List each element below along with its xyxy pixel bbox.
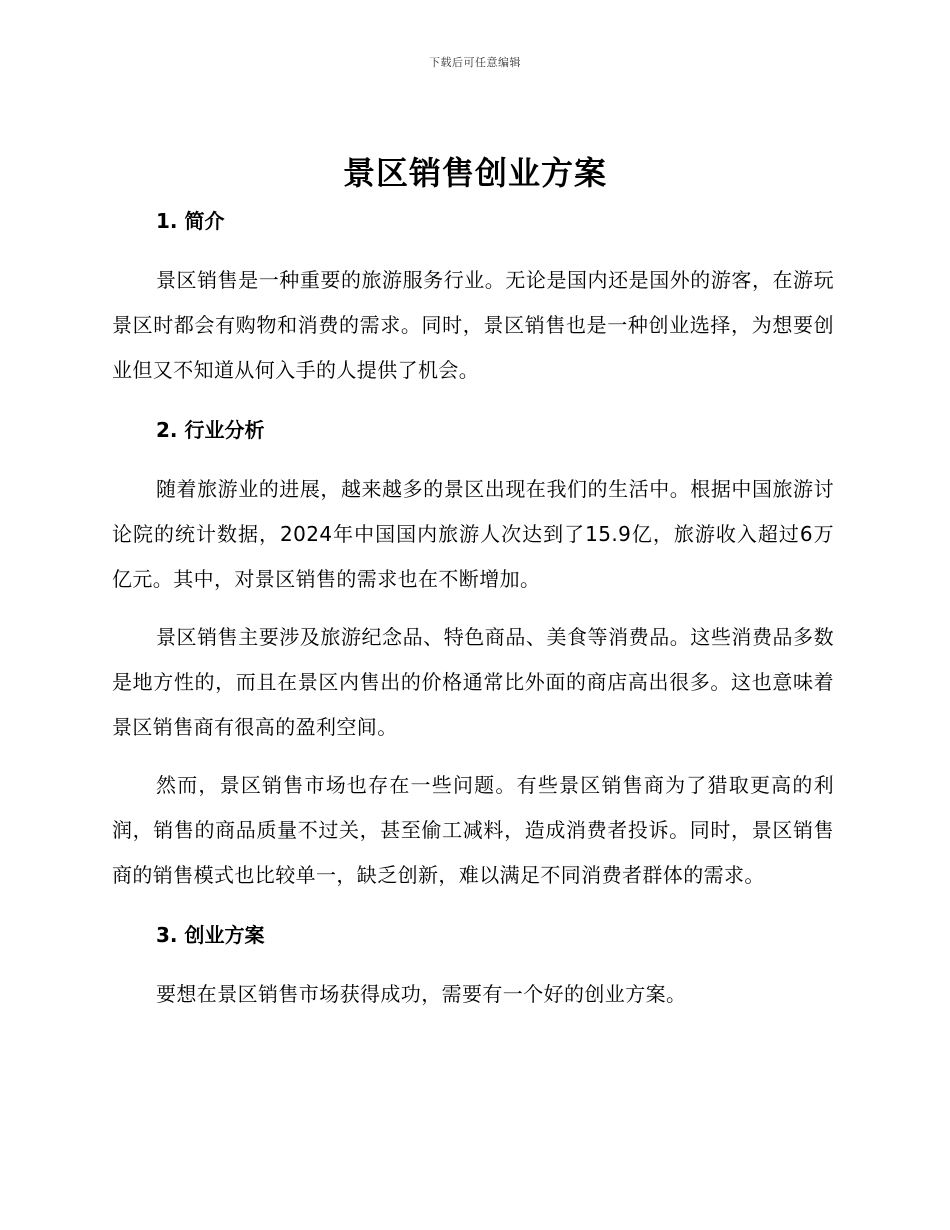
section-heading-industry-analysis: 2. 行业分析 (156, 418, 265, 442)
paragraph: 随着旅游业的进展，越来越多的景区出现在我们的生活中。根据中国旅游讨论院的统计数据，2024年中国国内旅游人次达到了15.9亿，旅游收入超过6万亿元。其中，对景区销售的需求也在不断增加。 (112, 477, 834, 591)
document-body (112, 203, 834, 1017)
document-title: 景区销售创业方案 (342, 154, 607, 192)
paragraph: 景区销售是一种重要的旅游服务行业。无论是国内还是国外的游客，在游玩景区时都会有购物和消费的需求。同时，景区销售也是一种创业选择，为想要创业但又不知道从何入手的人提供了机会。 (112, 268, 834, 382)
section-heading-startup-plan: 3. 创业方案 (156, 923, 265, 947)
paragraph: 然而，景区销售市场也存在一些问题。有些景区销售商为了猎取更高的利润，销售的商品质量不过关，甚至偷工减料，造成消费者投诉。同时，景区销售商的销售模式也比较单一，缺乏创新，难以满足不同消费者群体的需求。 (112, 773, 834, 887)
section-heading-intro: 1. 简介 (156, 209, 225, 233)
paragraph: 要想在景区销售市场获得成功，需要有一个好的创业方案。 (156, 982, 687, 1006)
page-header-note: 下载后可任意编辑 (429, 56, 521, 69)
paragraph: 景区销售主要涉及旅游纪念品、特色商品、美食等消费品。这些消费品多数是地方性的，而且在景区内售出的价格通常比外面的商店高出很多。这也意味着景区销售商有很高的盈利空间。 (112, 625, 834, 739)
